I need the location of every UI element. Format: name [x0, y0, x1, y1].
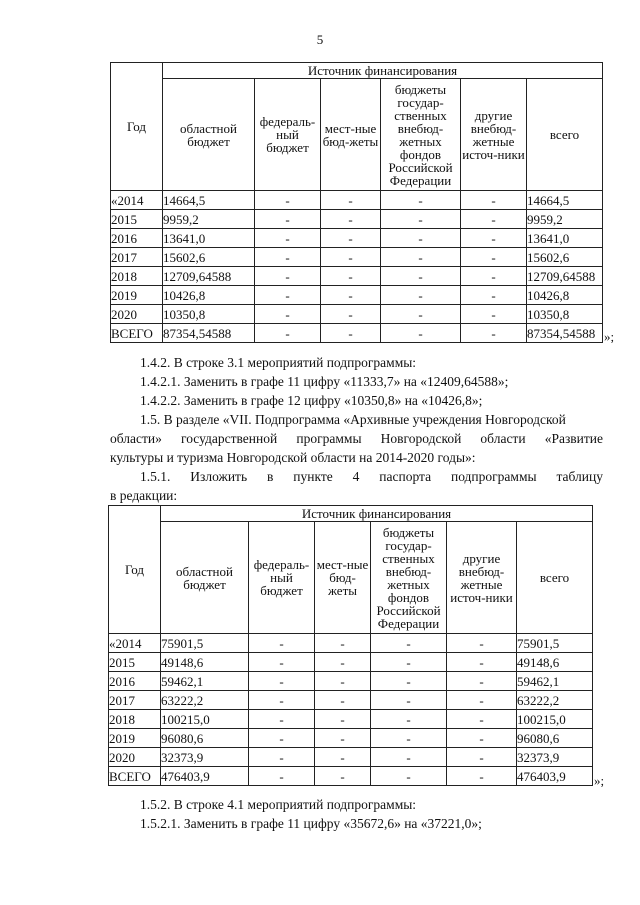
local-budgets-cell: -	[315, 729, 371, 748]
table-row	[111, 324, 603, 343]
other-sources-cell: -	[461, 229, 527, 248]
local-budgets-cell: -	[321, 229, 381, 248]
regional-budget-cell: 59462,1	[161, 672, 249, 691]
other-sources-cell: -	[447, 634, 517, 653]
other-sources-cell: -	[447, 672, 517, 691]
paragraph-1-5-1-line1: 1.5.1. Изложить в пункте 4 паспорта подпрограммы таблицу	[140, 469, 603, 484]
year-cell: 2015	[111, 210, 163, 229]
other-sources-cell: -	[461, 248, 527, 267]
extrabudgetary-funds-cell: -	[371, 672, 447, 691]
other-sources-cell: -	[447, 691, 517, 710]
total-cell: 75901,5	[517, 634, 593, 653]
federal-budget-cell: -	[255, 191, 321, 210]
header-year: Год	[109, 506, 161, 634]
table-row	[111, 305, 603, 324]
header-other-sources: другие внебюд-жетные источ-ники	[447, 522, 517, 634]
header-year: Год	[111, 63, 163, 191]
table1-closing-quote: »;	[604, 329, 615, 344]
total-cell: 63222,2	[517, 691, 593, 710]
table-row	[109, 653, 593, 672]
year-cell: 2020	[109, 748, 161, 767]
federal-budget-cell: -	[249, 691, 315, 710]
other-sources-cell: -	[461, 210, 527, 229]
extrabudgetary-funds-cell: -	[371, 634, 447, 653]
year-cell: ВСЕГО	[109, 767, 161, 786]
total-cell: 15602,6	[527, 248, 603, 267]
table-row	[111, 210, 603, 229]
financing-table-1	[110, 62, 603, 343]
year-cell: 2017	[111, 248, 163, 267]
local-budgets-cell: -	[321, 267, 381, 286]
federal-budget-cell: -	[255, 210, 321, 229]
regional-budget-cell: 10350,8	[163, 305, 255, 324]
table-row	[109, 729, 593, 748]
total-cell: 10350,8	[527, 305, 603, 324]
paragraph-1-5-line2: области» государственной программы Новгородской области «Развитие	[110, 431, 603, 446]
table-row	[109, 710, 593, 729]
extrabudgetary-funds-cell: -	[371, 691, 447, 710]
header-extrabudgetary-funds: бюджеты государ-ственных внебюд-жетных фондов Российской Федерации	[381, 79, 461, 191]
other-sources-cell: -	[447, 653, 517, 672]
total-cell: 49148,6	[517, 653, 593, 672]
regional-budget-cell: 10426,8	[163, 286, 255, 305]
header-federal-budget: федераль-ный бюджет	[255, 79, 321, 191]
table-row	[109, 767, 593, 786]
header-local-budgets: мест-ные бюд-жеты	[315, 522, 371, 634]
paragraph-1-5-line3: культуры и туризма Новгородской области на 2014-2020 годы»:	[110, 450, 476, 465]
other-sources-cell: -	[461, 305, 527, 324]
total-cell: 14664,5	[527, 191, 603, 210]
total-cell: 100215,0	[517, 710, 593, 729]
year-cell: ВСЕГО	[111, 324, 163, 343]
local-budgets-cell: -	[315, 634, 371, 653]
year-cell: 2018	[111, 267, 163, 286]
regional-budget-cell: 100215,0	[161, 710, 249, 729]
extrabudgetary-funds-cell: -	[381, 305, 461, 324]
year-cell: 2019	[109, 729, 161, 748]
extrabudgetary-funds-cell: -	[381, 229, 461, 248]
local-budgets-cell: -	[321, 248, 381, 267]
regional-budget-cell: 9959,2	[163, 210, 255, 229]
total-cell: 96080,6	[517, 729, 593, 748]
header-total: всего	[517, 522, 593, 634]
extrabudgetary-funds-cell: -	[381, 248, 461, 267]
table2-closing-quote: »;	[594, 773, 605, 788]
table-row	[109, 748, 593, 767]
federal-budget-cell: -	[255, 267, 321, 286]
table-row	[111, 229, 603, 248]
paragraph-1-4-2-1: 1.4.2.1. Заменить в графе 11 цифру «11333,7» на «12409,64588»;	[140, 374, 509, 389]
other-sources-cell: -	[461, 324, 527, 343]
regional-budget-cell: 75901,5	[161, 634, 249, 653]
extrabudgetary-funds-cell: -	[381, 191, 461, 210]
page-number: 5	[316, 32, 324, 47]
table-row	[109, 672, 593, 691]
local-budgets-cell: -	[315, 767, 371, 786]
total-cell: 476403,9	[517, 767, 593, 786]
local-budgets-cell: -	[315, 653, 371, 672]
header-federal-budget: федераль-ный бюджет	[249, 522, 315, 634]
year-cell: 2018	[109, 710, 161, 729]
year-cell: «2014	[111, 191, 163, 210]
table-row	[109, 634, 593, 653]
year-cell: 2015	[109, 653, 161, 672]
extrabudgetary-funds-cell: -	[381, 286, 461, 305]
year-cell: 2016	[109, 672, 161, 691]
year-cell: 2016	[111, 229, 163, 248]
federal-budget-cell: -	[255, 324, 321, 343]
other-sources-cell: -	[461, 286, 527, 305]
other-sources-cell: -	[447, 729, 517, 748]
local-budgets-cell: -	[321, 210, 381, 229]
regional-budget-cell: 15602,6	[163, 248, 255, 267]
header-regional-budget: областной бюджет	[163, 79, 255, 191]
header-local-budgets: мест-ные бюд-жеты	[321, 79, 381, 191]
total-cell: 32373,9	[517, 748, 593, 767]
federal-budget-cell: -	[249, 634, 315, 653]
regional-budget-cell: 96080,6	[161, 729, 249, 748]
extrabudgetary-funds-cell: -	[371, 653, 447, 672]
paragraph-1-5-2: 1.5.2. В строке 4.1 мероприятий подпрограммы:	[140, 797, 417, 812]
regional-budget-cell: 476403,9	[161, 767, 249, 786]
year-cell: 2020	[111, 305, 163, 324]
header-source: Источник финансирования	[163, 63, 603, 79]
header-total: всего	[527, 79, 603, 191]
table-row	[111, 248, 603, 267]
paragraph-1-5-line1: 1.5. В разделе «VII. Подпрограмма «Архивные учреждения Новгородской	[140, 412, 566, 427]
local-budgets-cell: -	[321, 286, 381, 305]
total-cell: 10426,8	[527, 286, 603, 305]
total-cell: 12709,64588	[527, 267, 603, 286]
federal-budget-cell: -	[255, 286, 321, 305]
other-sources-cell: -	[461, 267, 527, 286]
paragraph-1-5-1-line2: в редакции:	[110, 488, 178, 503]
year-cell: 2017	[109, 691, 161, 710]
regional-budget-cell: 13641,0	[163, 229, 255, 248]
header-extrabudgetary-funds: бюджеты государ-ственных внебюд-жетных фондов Российской Федерации	[371, 522, 447, 634]
regional-budget-cell: 32373,9	[161, 748, 249, 767]
extrabudgetary-funds-cell: -	[371, 710, 447, 729]
federal-budget-cell: -	[249, 748, 315, 767]
regional-budget-cell: 87354,54588	[163, 324, 255, 343]
local-budgets-cell: -	[321, 324, 381, 343]
table1-body	[111, 191, 603, 343]
local-budgets-cell: -	[315, 710, 371, 729]
local-budgets-cell: -	[321, 191, 381, 210]
other-sources-cell: -	[447, 710, 517, 729]
year-cell: 2019	[111, 286, 163, 305]
financing-table-2	[108, 505, 593, 786]
extrabudgetary-funds-cell: -	[371, 748, 447, 767]
other-sources-cell: -	[447, 767, 517, 786]
regional-budget-cell: 12709,64588	[163, 267, 255, 286]
table2-body	[109, 634, 593, 786]
extrabudgetary-funds-cell: -	[371, 729, 447, 748]
extrabudgetary-funds-cell: -	[371, 767, 447, 786]
federal-budget-cell: -	[255, 248, 321, 267]
other-sources-cell: -	[461, 191, 527, 210]
table-row	[111, 286, 603, 305]
other-sources-cell: -	[447, 748, 517, 767]
local-budgets-cell: -	[315, 748, 371, 767]
total-cell: 59462,1	[517, 672, 593, 691]
paragraph-1-4-2-2: 1.4.2.2. Заменить в графе 12 цифру «10350,8» на «10426,8»;	[140, 393, 483, 408]
local-budgets-cell: -	[321, 305, 381, 324]
total-cell: 9959,2	[527, 210, 603, 229]
federal-budget-cell: -	[249, 767, 315, 786]
header-other-sources: другие внебюд-жетные источ-ники	[461, 79, 527, 191]
federal-budget-cell: -	[249, 672, 315, 691]
regional-budget-cell: 63222,2	[161, 691, 249, 710]
paragraph-1-4-2: 1.4.2. В строке 3.1 мероприятий подпрограммы:	[140, 355, 417, 370]
table-row	[111, 267, 603, 286]
table-row	[109, 691, 593, 710]
extrabudgetary-funds-cell: -	[381, 210, 461, 229]
header-regional-budget: областной бюджет	[161, 522, 249, 634]
extrabudgetary-funds-cell: -	[381, 324, 461, 343]
total-cell: 13641,0	[527, 229, 603, 248]
federal-budget-cell: -	[249, 710, 315, 729]
paragraph-1-5-2-1: 1.5.2.1. Заменить в графе 11 цифру «35672,6» на «37221,0»;	[140, 816, 482, 831]
year-cell: «2014	[109, 634, 161, 653]
local-budgets-cell: -	[315, 672, 371, 691]
federal-budget-cell: -	[249, 653, 315, 672]
total-cell: 87354,54588	[527, 324, 603, 343]
regional-budget-cell: 14664,5	[163, 191, 255, 210]
header-source: Источник финансирования	[161, 506, 593, 522]
extrabudgetary-funds-cell: -	[381, 267, 461, 286]
table-row	[111, 191, 603, 210]
federal-budget-cell: -	[249, 729, 315, 748]
federal-budget-cell: -	[255, 229, 321, 248]
regional-budget-cell: 49148,6	[161, 653, 249, 672]
federal-budget-cell: -	[255, 305, 321, 324]
local-budgets-cell: -	[315, 691, 371, 710]
